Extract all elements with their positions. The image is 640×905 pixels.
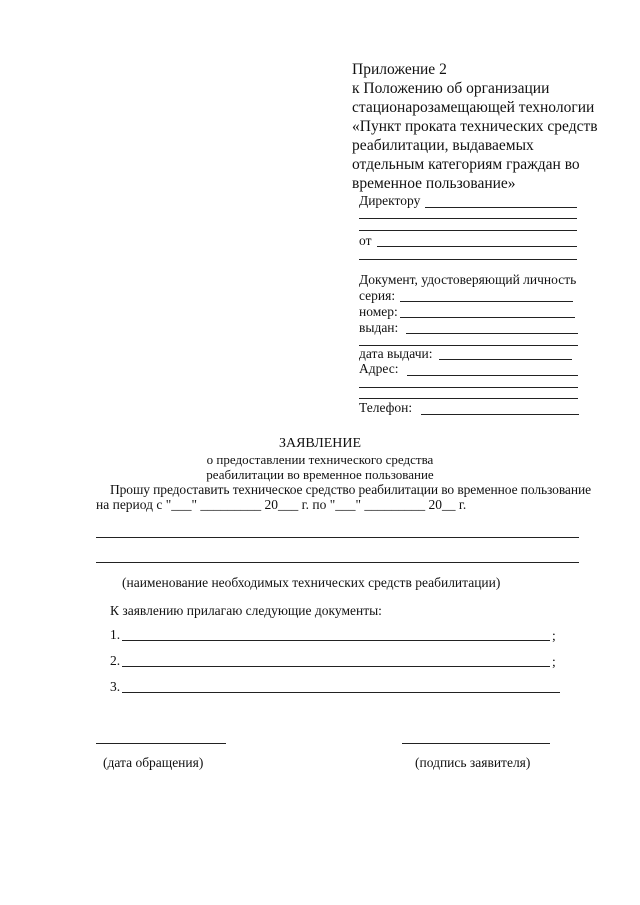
address-label: Адрес: [359,361,399,376]
issued-field[interactable] [406,333,578,334]
director-label: Директору [359,193,421,208]
appendix-line-2: стационарозамещающей технологии [352,99,595,116]
number-field[interactable] [400,317,575,318]
issued-label: выдан: [359,320,399,335]
aid-name-hint: (наименование необходимых технических средств реабилитации) [122,575,501,590]
statement-subtitle-1: о предоставлении технического средства [206,452,434,467]
request-text: Прошу предоставить техническое средство реабилитации во временное пользование [110,482,591,497]
date-caption: (дата обращения) [103,755,204,770]
address-field-3[interactable] [359,398,578,399]
period-text[interactable]: на период с "___" _________ 20___ г. по "___" _________ 20__ г. [96,497,467,512]
attachment-2-field[interactable] [122,666,550,667]
attachments-label: К заявлению прилагаю следующие документы: [110,603,382,618]
phone-field[interactable] [421,414,579,415]
statement-title: ЗАЯВЛЕНИЕ [278,436,362,451]
phone-label: Телефон: [359,400,413,415]
issue-date-field[interactable] [439,359,572,360]
attachment-3-field[interactable] [122,692,560,693]
appendix-line-5: отдельным категориям граждан во [352,156,580,173]
attachment-1-semicolon: ; [552,628,556,643]
address-field[interactable] [407,375,578,376]
attachment-1-number: 1. [110,627,121,642]
attachment-2-number: 2. [110,653,121,668]
number-label: номер: [359,304,398,319]
appendix-title: Приложение 2 [352,61,447,78]
issue-date-label: дата выдачи: [359,346,433,361]
id-document-label: Документ, удостоверяющий личность [359,272,577,287]
director-field-3[interactable] [359,230,577,231]
director-field[interactable] [425,207,577,208]
appendix-line-1: к Положению об организации [352,80,550,97]
signature-caption: (подпись заявителя) [415,755,531,770]
appendix-line-3: «Пункт проката технических средств [352,118,598,135]
attachment-2-semicolon: ; [552,654,556,669]
attachment-3-number: 3. [110,679,121,694]
appendix-line-4: реабилитации, выдаваемых [352,137,534,154]
from-field-2[interactable] [359,259,577,260]
from-label: от [359,233,372,248]
series-field[interactable] [400,301,573,302]
aid-name-field-2[interactable] [96,562,579,563]
attachment-1-field[interactable] [122,640,550,641]
series-label: серия: [359,288,396,303]
from-field[interactable] [377,246,577,247]
date-field[interactable] [96,743,226,744]
statement-subtitle-2: реабилитации во временное пользование [206,467,434,482]
appendix-line-6: временное пользование» [352,175,516,192]
signature-field[interactable] [402,743,550,744]
address-field-2[interactable] [359,387,578,388]
aid-name-field-1[interactable] [96,537,579,538]
director-field-2[interactable] [359,218,577,219]
